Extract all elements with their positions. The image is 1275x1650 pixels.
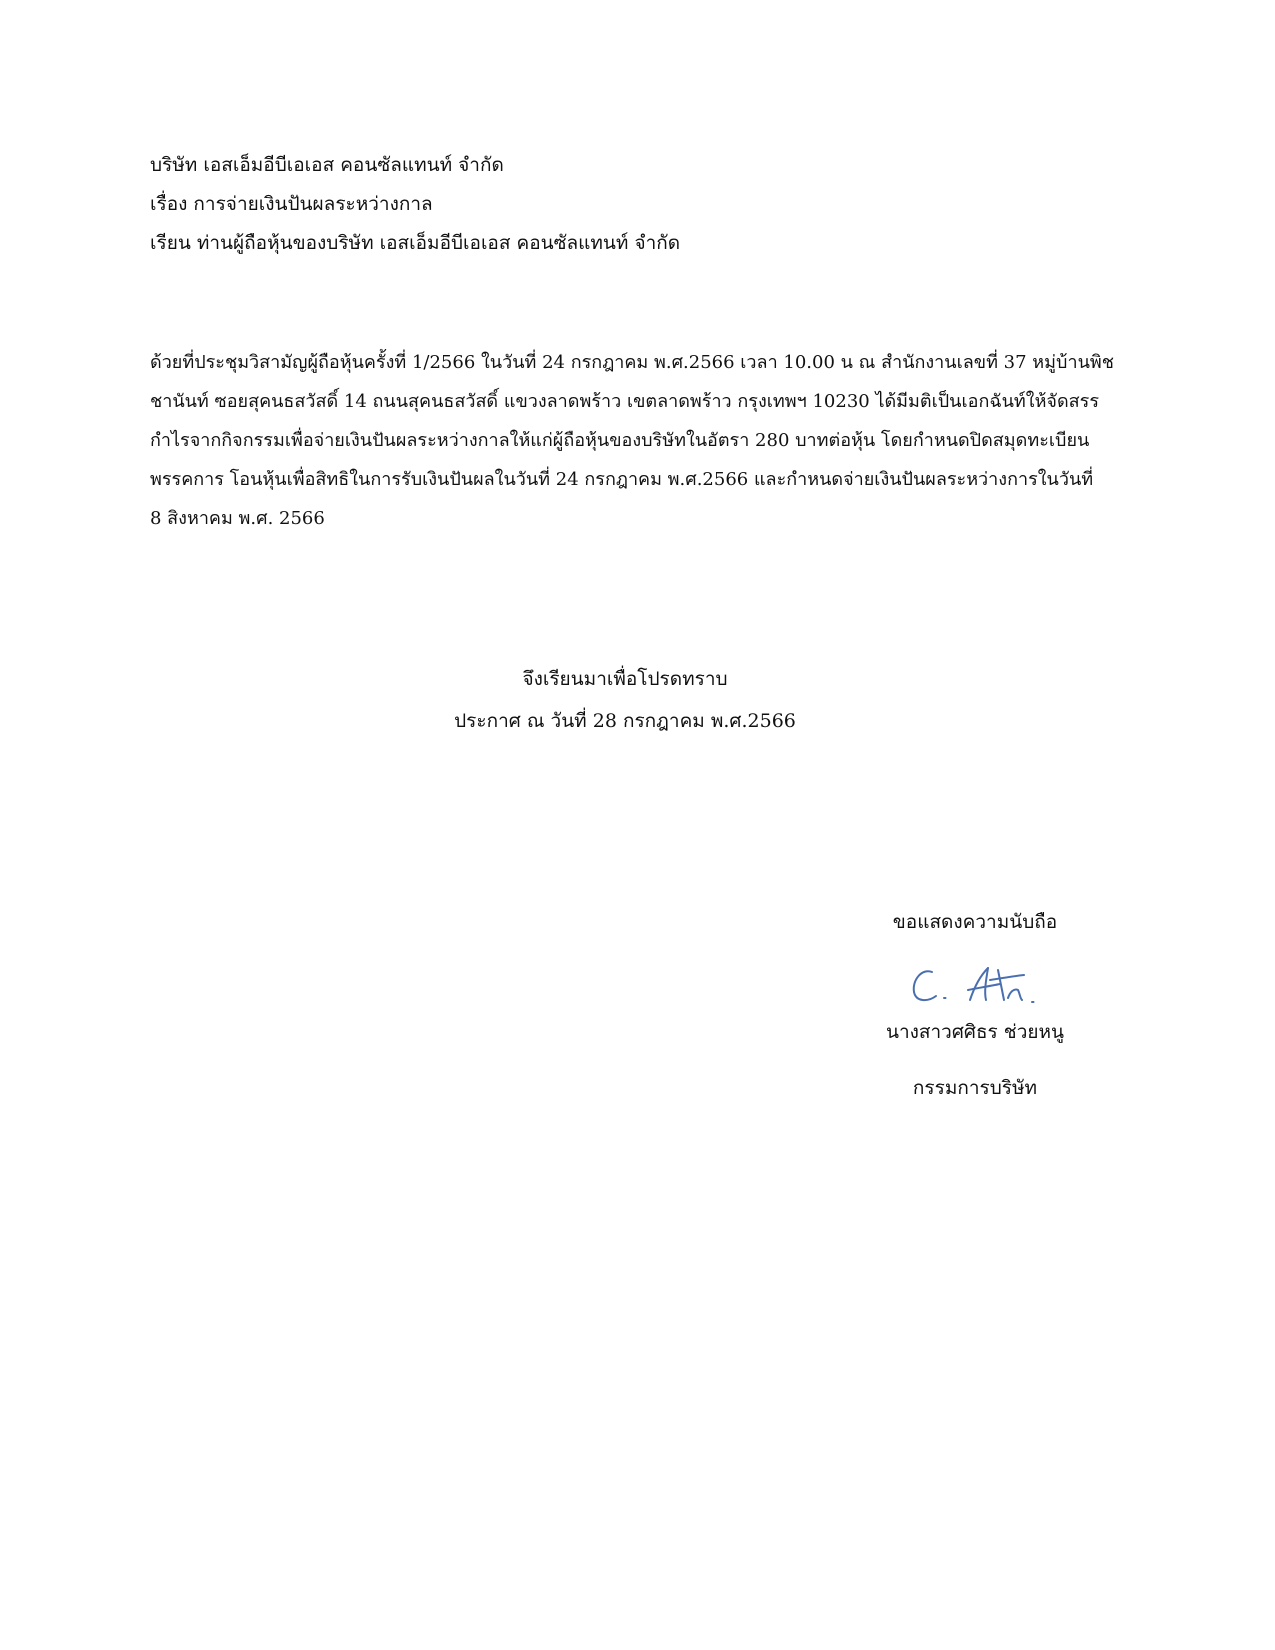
signer-name: นางสาวศศิธร ช่วยหนู bbox=[885, 1021, 1065, 1043]
closing-block bbox=[300, 658, 950, 742]
subject-line: เรื่อง การจ่ายเงินปันผลระหว่างกาล bbox=[150, 193, 433, 215]
closing-remark: จึงเรียนมาเพื่อโปรดทราบ bbox=[522, 668, 728, 690]
body-line-5: 8 สิงหาคม พ.ศ. 2566 bbox=[150, 508, 325, 529]
announcement-body bbox=[150, 343, 1120, 538]
body-line-2: ชานันท์ ซอยสุคนธสวัสดิ์ 14 ถนนสุคนธสวัสดิ์ แขวงลาดพร้าว เขตลาดพร้าว กรุงเทพฯ 10230 ได้มีมติเป็นเอกฉันท์ให้จัดสรร bbox=[150, 391, 1099, 412]
signer-title: กรรมการบริษัท bbox=[912, 1077, 1038, 1099]
handwritten-signature bbox=[900, 958, 1050, 1010]
body-line-1: ด้วยที่ประชุมวิสามัญผู้ถือหุ้นครั้งที่ 1/2566 ในวันที่ 24 กรกฎาคม พ.ศ.2566 เวลา 10.00 น ณ สำนักงานเลขที่ 37 หมู่บ้านพิช bbox=[150, 352, 1114, 373]
recipient-line: เรียน ท่านผู้ถือหุ้นของบริษัท เอสเอ็มอีบีเอเอส คอนซัลแทนท์ จำกัด bbox=[150, 232, 681, 254]
body-line-3: กำไรจากกิจกรรมเพื่อจ่ายเงินปันผลระหว่างกาลให้แก่ผู้ถือหุ้นของบริษัทในอัตรา 280 บาทต่อหุ้น โดยกำหนดปิดสมุดทะเบียน bbox=[150, 430, 1090, 451]
announcement-date: ประกาศ ณ วันที่ 28 กรกฎาคม พ.ศ.2566 bbox=[454, 710, 796, 732]
body-line-4: พรรคการ โอนหุ้นเพื่อสิทธิในการรับเงินปันผลในวันที่ 24 กรกฎาคม พ.ศ.2566 และกำหนดจ่ายเงินปันผลระหว่างการในวันที่ bbox=[150, 469, 1094, 490]
regards-text: ขอแสดงความนับถือ bbox=[892, 911, 1058, 933]
company-name: บริษัท เอสเอ็มอีบีเอเอส คอนซัลแทนท์ จำกัด bbox=[150, 154, 504, 176]
signature-block bbox=[830, 908, 1120, 1102]
document-header bbox=[150, 146, 1150, 263]
